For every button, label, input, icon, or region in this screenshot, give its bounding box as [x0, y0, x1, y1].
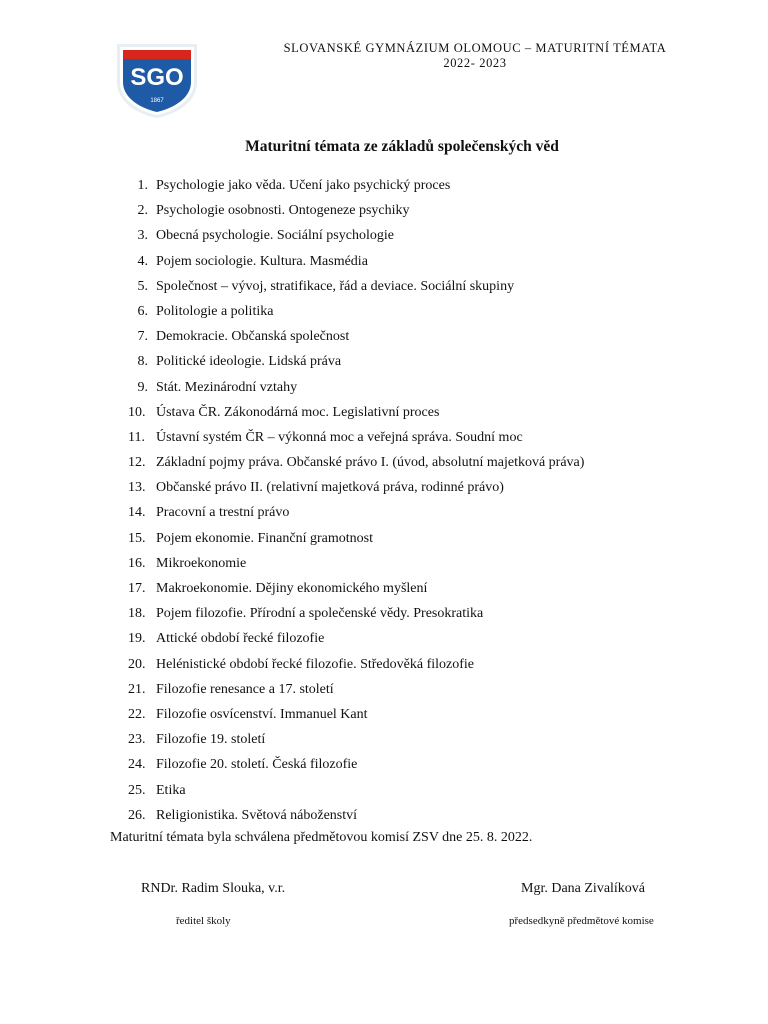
- list-item: [128, 252, 584, 277]
- list-item: [128, 428, 584, 453]
- approval-note: Maturitní témata byla schválena předmětovou komisí ZSV dne 25. 8. 2022.: [110, 830, 533, 845]
- topic-text: Stát. Mezinárodní vztahy: [156, 379, 298, 395]
- list-item: [128, 403, 584, 428]
- topic-text: Politické ideologie. Lidská práva: [156, 354, 342, 370]
- list-item: [128, 705, 584, 730]
- list-item: [128, 806, 584, 831]
- topic-number: 23.: [128, 732, 146, 748]
- topic-number: 5.: [137, 278, 148, 294]
- list-item: [128, 378, 584, 403]
- topic-text: Filozofie 19. století: [156, 732, 266, 748]
- list-item: [128, 201, 584, 226]
- topic-number: 8.: [137, 354, 148, 370]
- list-item: [128, 327, 584, 352]
- list-item: [128, 226, 584, 251]
- topic-number: 7.: [137, 329, 148, 345]
- topic-text: Pojem ekonomie. Finanční gramotnost: [156, 530, 373, 546]
- topic-text: Ústavní systém ČR – výkonná moc a veřejná správa. Soudní moc: [156, 429, 523, 445]
- topic-number: 20.: [128, 656, 146, 672]
- topic-number: 4.: [137, 253, 148, 269]
- topic-text: Makroekonomie. Dějiny ekonomického myšlení: [156, 581, 428, 596]
- list-item: [128, 176, 584, 201]
- topic-number: 6.: [137, 303, 148, 319]
- logo-year: 1867: [150, 98, 164, 104]
- topic-text: Pojem filozofie. Přírodní a společenské vědy. Presokratika: [156, 606, 484, 622]
- signature-left-role: ředitel školy: [176, 915, 231, 927]
- list-item: [128, 478, 584, 503]
- topic-text: Etika: [156, 782, 186, 798]
- topic-text: Obecná psychologie. Sociální psychologie: [156, 228, 394, 244]
- list-item: [128, 554, 584, 579]
- topic-text: Mikroekonomie: [156, 555, 247, 571]
- topics-list: [128, 176, 584, 831]
- list-item: [128, 302, 584, 327]
- topic-number: 18.: [128, 606, 146, 622]
- topic-number: 19.: [128, 631, 146, 647]
- topic-text: Filozofie renesance a 17. století: [156, 681, 334, 697]
- topic-number: 17.: [128, 581, 146, 596]
- topic-number: 26.: [128, 807, 146, 823]
- list-item: [128, 453, 584, 478]
- logo-text: SGO: [130, 64, 184, 91]
- list-item: [128, 579, 584, 604]
- topic-number: 21.: [128, 681, 146, 697]
- signature-right-name: Mgr. Dana Zivalíková: [521, 881, 646, 896]
- topic-text: Společnost – vývoj, stratifikace, řád a deviace. Sociální skupiny: [156, 278, 515, 294]
- topic-number: 24.: [128, 757, 146, 773]
- topic-number: 9.: [137, 379, 148, 395]
- topic-number: 13.: [128, 480, 146, 496]
- topic-text: Občanské právo II. (relativní majetková práva, rodinné právo): [156, 480, 504, 496]
- topic-text: Filozofie osvícenství. Immanuel Kant: [156, 706, 368, 722]
- signature-left-name: RNDr. Radim Slouka, v.r.: [141, 881, 286, 896]
- topic-text: Ústava ČR. Zákonodárná moc. Legislativní proces: [156, 404, 440, 420]
- topic-number: 25.: [128, 782, 146, 798]
- topic-number: 10.: [128, 404, 146, 420]
- topic-text: Základní pojmy práva. Občanské právo I. (úvod, absolutní majetková práva): [156, 455, 585, 471]
- list-item: [128, 277, 584, 302]
- page-title: Maturitní témata ze základů společenských věd: [245, 138, 559, 155]
- topic-text: Psychologie jako věda. Učení jako psychický proces: [156, 178, 451, 193]
- list-item: [128, 503, 584, 528]
- topic-number: 15.: [128, 530, 146, 546]
- topic-text: Psychologie osobnosti. Ontogeneze psychiky: [156, 203, 410, 219]
- topic-text: Pojem sociologie. Kultura. Masmédia: [156, 253, 368, 269]
- list-item: [128, 529, 584, 554]
- document-header: [230, 41, 720, 71]
- topic-number: 14.: [128, 505, 146, 521]
- signature-right-role: předsedkyně předmětové komise: [509, 915, 654, 927]
- topic-number: 22.: [128, 706, 146, 722]
- list-item: [128, 680, 584, 705]
- topic-number: 11.: [128, 429, 145, 445]
- topic-text: Demokracie. Občanská společnost: [156, 329, 350, 345]
- topic-text: Filozofie 20. století. Česká filozofie: [156, 757, 358, 773]
- list-item: [128, 604, 584, 629]
- topic-number: 3.: [137, 228, 148, 244]
- topic-text: Politologie a politika: [156, 303, 274, 319]
- topic-text: Pracovní a trestní právo: [156, 505, 290, 521]
- topic-text: Religionistika. Světová náboženství: [156, 807, 358, 823]
- list-item: [128, 781, 584, 806]
- header-years: 2022- 2023: [443, 56, 507, 70]
- list-item: [128, 629, 584, 654]
- topic-number: 16.: [128, 555, 146, 571]
- topic-number: 1.: [137, 178, 148, 193]
- topic-number: 2.: [137, 203, 148, 219]
- header-school: SLOVANSKÉ GYMNÁZIUM OLOMOUC – MATURITNÍ TÉMATA: [283, 41, 667, 55]
- topic-text: Helénistické období řecké filozofie. Středověká filozofie: [156, 656, 474, 672]
- sgo-crest-icon: [115, 38, 199, 118]
- topic-number: 12.: [128, 455, 146, 471]
- list-item: [128, 755, 584, 780]
- list-item: [128, 352, 584, 377]
- topic-text: Attické období řecké filozofie: [156, 631, 325, 647]
- school-logo: [115, 38, 199, 118]
- list-item: [128, 655, 584, 680]
- list-item: [128, 730, 584, 755]
